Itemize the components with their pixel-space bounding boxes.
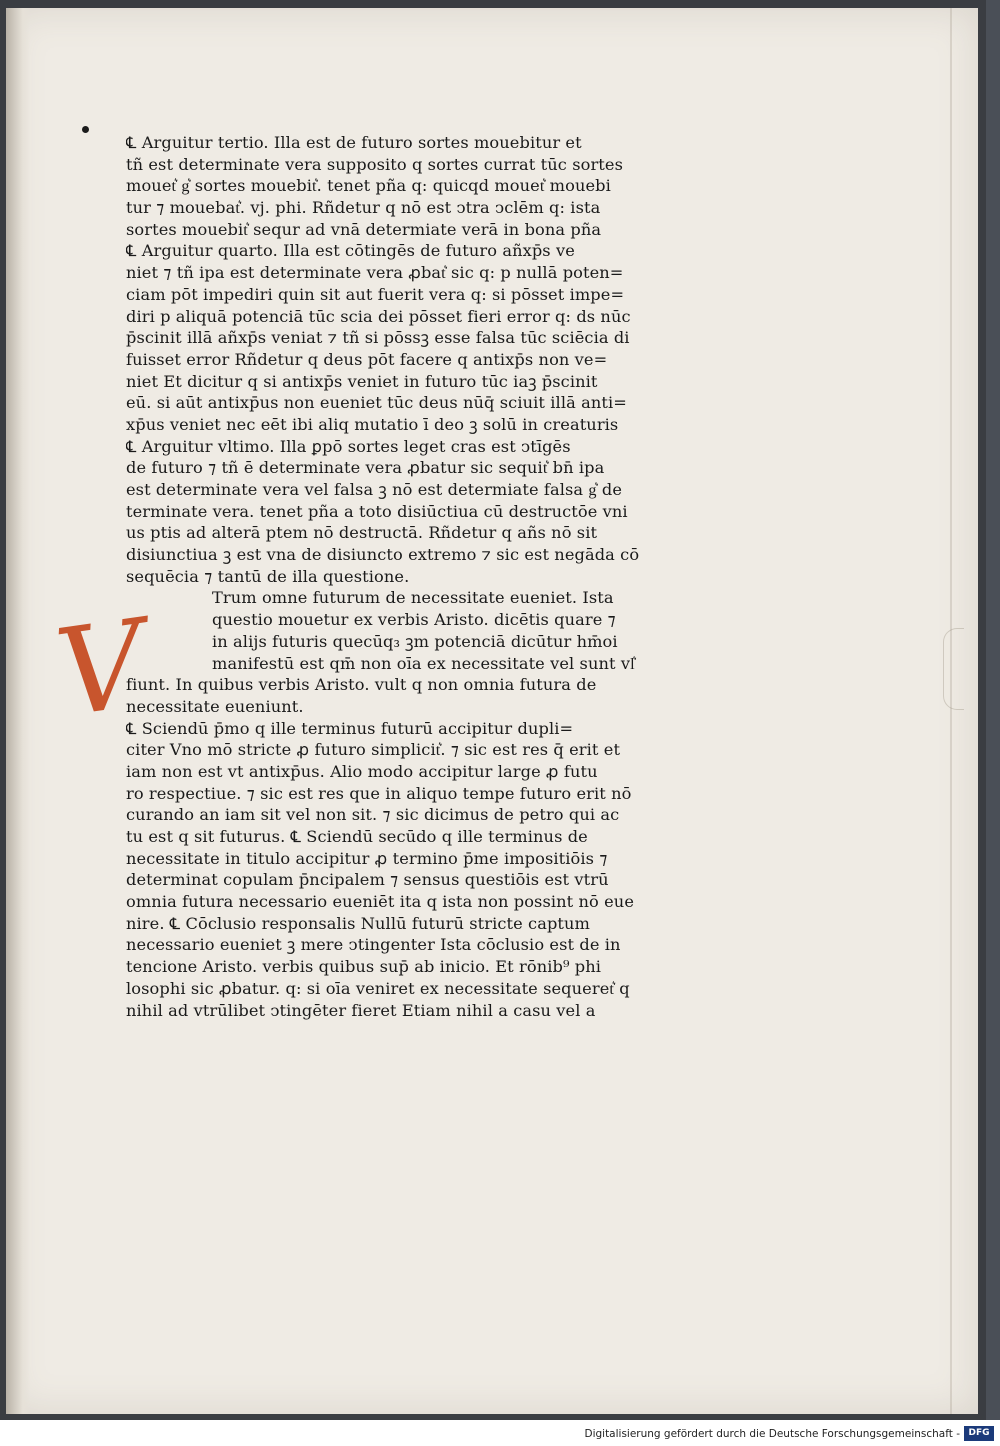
- text-line: in alijs futuris quecūq₃ ꝫm potenciā dicūtur hm̄oi: [212, 631, 618, 651]
- text-block: [126, 132, 716, 1021]
- text-line: eū. si aūt antixp̄us non eueniet tūc deus nūq̄ sciuit illā anti=: [126, 393, 627, 413]
- funding-note: Digitalisierung gefördert durch die Deutsche Forschungsgemeinschaft -: [584, 1428, 960, 1440]
- text-line: determinat copulam p̄ncipalem ⁊ sensus questiōis est vtrū: [126, 870, 609, 890]
- text-line: manifestū est qm̄ non oīa ex necessitate vel sunt vl͛: [212, 653, 635, 673]
- text-line: terminate vera. tenet pña a toto disiūctiua cū destructōe vni: [126, 501, 628, 521]
- margin-dot: [82, 126, 89, 133]
- text-line: ℄ Arguitur tertio. Illa est de futuro sortes mouebitur et: [126, 133, 582, 152]
- text-line: nire. ℄ Cōclusio responsalis Nullū futurū stricte captum: [126, 913, 591, 933]
- page-tab-mark: [943, 628, 964, 710]
- text-line: disiunctiua ꝫ est vna de disiuncto extremo ⁊ sic est negāda cō: [126, 545, 640, 565]
- text-line: necessitate eueniunt.: [126, 696, 304, 716]
- text-line: xp̄us veniet nec eēt ibi aliq mutatio ī deo ꝫ solū in creaturis: [126, 414, 619, 434]
- text-line: ℄ Sciendū p̄mo q ille terminus futurū accipitur dupli=: [126, 718, 574, 738]
- text-line: citer Vno mō stricte ꝓ futuro simplicit͛. ⁊ sic est res q̄ erit et: [126, 740, 621, 760]
- text-line: est determinate vera vel falsa ꝫ nō est determiate falsa g͛ de: [126, 480, 623, 499]
- text-line: losophi sic ꝓbatur. q: si oīa veniret ex necessitate sequeret͛ q: [126, 978, 630, 998]
- text-line: ro respectiue. ⁊ sic est res que in aliquo tempe futuro erit nō: [126, 783, 632, 803]
- text-line: tu est q sit futurus. ℄ Sciendū secūdo q ille terminus de: [126, 827, 588, 846]
- text-line: tur ⁊ mouebat͛. vj. phi. Rñdetur q nō est ↄtra ↄclēm q: ista: [126, 198, 601, 218]
- text-line: ℄ Arguitur vltimo. Illa ꝑpō sortes leget cras est ↄtīgēs: [126, 436, 571, 456]
- text-line: fiunt. In quibus verbis Aristo. vult q non omnia futura de: [126, 675, 597, 695]
- text-line: necessitate in titulo accipitur ꝓ termino p̄me impositiōis ⁊: [126, 848, 608, 868]
- text-line: tñ est determinate vera supposito q sortes currat tūc sortes: [126, 154, 623, 174]
- text-line: tencione Aristo. verbis quibus sup̄ ab inicio. Et rōnib⁹ phi: [126, 957, 602, 977]
- rubricated-initial: V: [48, 594, 154, 745]
- text-line: omnia futura necessario eueniēt ita q ista non possint nō eue: [126, 892, 635, 912]
- text-line: ℄ Arguitur quarto. Illa est cōtingēs de futuro añxp̄s ve: [126, 241, 575, 261]
- text-line: nihil ad vtrūlibet ↄtingēter fieret Etiam nihil a casu vel a: [126, 1000, 596, 1020]
- dfg-logo: DFG: [964, 1426, 994, 1441]
- page-edge: [950, 8, 952, 1414]
- text-line: de futuro ⁊ tñ ē determinate vera ꝓbatur sic sequit͛ bn̄ ipa: [126, 458, 605, 478]
- text-line: sequēcia ⁊ tantū de illa questione.: [126, 566, 410, 586]
- text-line: iam non est vt antixp̄us. Alio modo accipitur large ꝓ futu: [126, 761, 598, 781]
- text-line: sortes mouebit͛ sequr ad vnā determiate verā in bona pña: [126, 219, 602, 239]
- text-line: questio mouetur ex verbis Aristo. dicētis quare ⁊: [212, 610, 616, 630]
- footer-bar: [0, 1422, 1000, 1446]
- text-line: mouet͛ g͛ sortes mouebit͛. tenet pña q: quicqd mouet͛ mouebi: [126, 176, 611, 196]
- text-line: ciam pōt impediri quin sit aut fuerit vera q: si pōsset impe=: [126, 284, 625, 304]
- text-line: niet ⁊ tñ ipa est determinate vera ꝓbat͛ sic q: p nullā poten=: [126, 263, 624, 283]
- text-line: p̄scinit illā añxp̄s veniat ⁊ tñ si pōssꝫ esse falsa tūc sciēcia di: [126, 328, 630, 348]
- text-line: curando an iam sit vel non sit. ⁊ sic dicimus de petro qui ac: [126, 805, 620, 825]
- text-line: Trum omne futurum de necessitate eueniet. Ista: [212, 588, 614, 608]
- text-line: fuisset error Rñdetur q deus pōt facere q antixp̄s non ve=: [126, 349, 608, 369]
- page-gutter: [6, 8, 30, 1414]
- text-line: diri p aliquā potenciā tūc scia dei pōsset fieri error q: ds nūc: [126, 306, 631, 326]
- text-line: necessario eueniet ꝫ mere ↄtingenter Ista cōclusio est de in: [126, 935, 621, 955]
- text-line: us ptis ad alterā ptem nō destructā. Rñdetur q añs nō sit: [126, 523, 598, 543]
- text-line: niet Et dicitur q si antixp̄s veniet in futuro tūc iaꝫ p̄scinit: [126, 371, 598, 391]
